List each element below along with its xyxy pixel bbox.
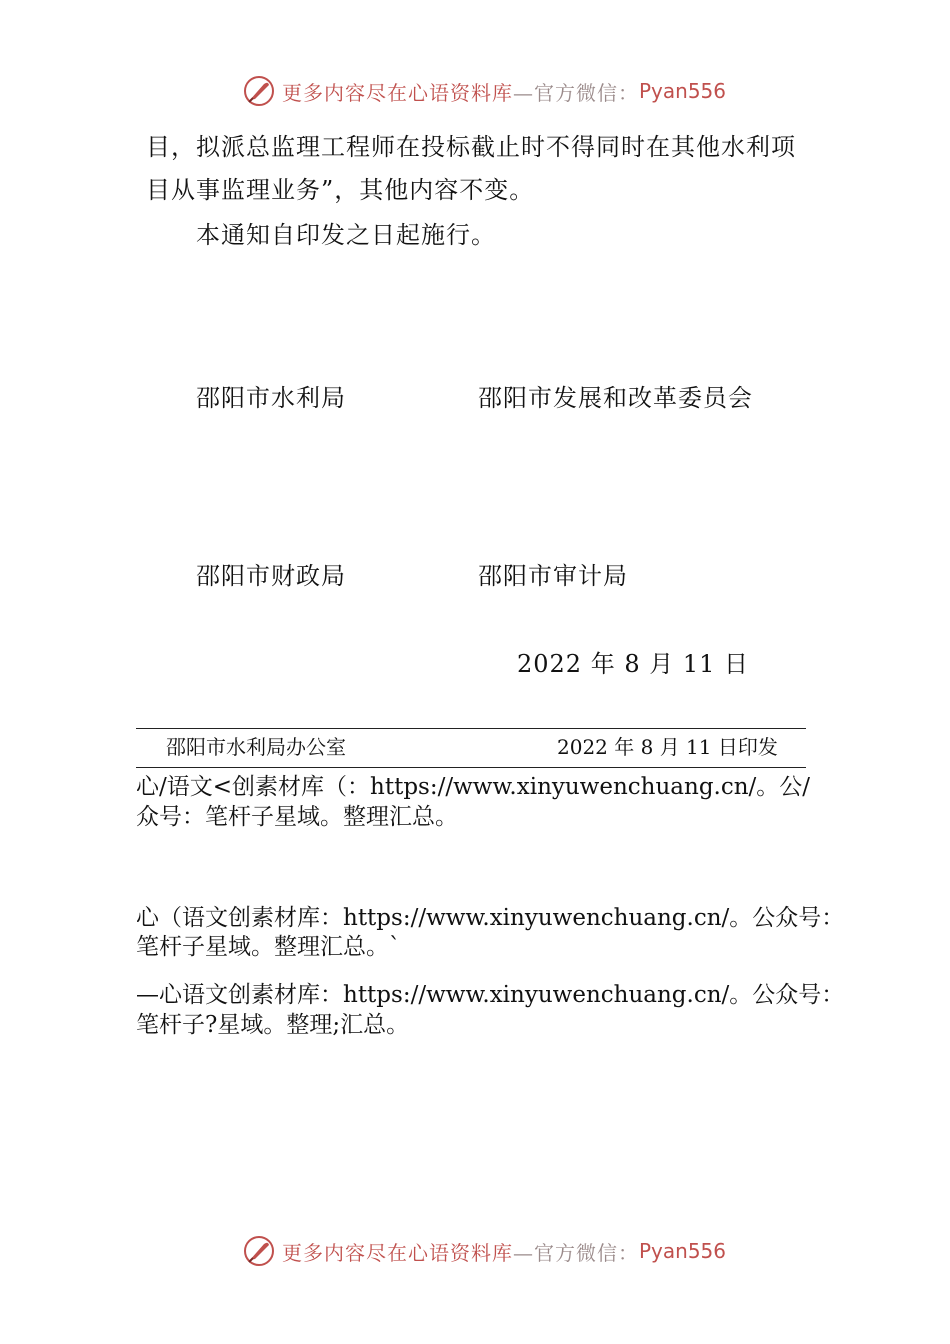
footer-office: 邵阳市水利局办公室 bbox=[166, 735, 346, 759]
signature-org-finance: 邵阳市财政局 bbox=[196, 562, 346, 590]
signature-org-audit: 邵阳市审计局 bbox=[478, 562, 628, 590]
watermark-text-wechat-label: —官方微信： bbox=[513, 80, 639, 105]
body-line-2: 目从事监理业务”，其他内容不变。 bbox=[146, 176, 535, 204]
source-note-2-line-1: 心（语文创素材库：https://www.xinyuwenchuang.cn/。公众号： bbox=[136, 905, 845, 931]
source-note-3-line-1: —心语文创素材库：https://www.xinyuwenchuang.cn/。公众号： bbox=[136, 982, 845, 1008]
signature-org-development: 邵阳市发展和改革委员会 bbox=[478, 384, 753, 412]
watermark-text-wechat-label: —官方微信： bbox=[513, 1240, 639, 1265]
quill-pen-logo-icon bbox=[242, 74, 276, 108]
watermark-text-main: 更多内容尽在心语资料库 bbox=[282, 1240, 513, 1265]
watermark-footer bbox=[242, 1234, 726, 1268]
watermark-text-wechat-id: Pyan556 bbox=[639, 79, 727, 103]
quill-pen-logo-icon bbox=[242, 1234, 276, 1268]
signature-org-water: 邵阳市水利局 bbox=[196, 384, 346, 412]
watermark-text-main: 更多内容尽在心语资料库 bbox=[282, 80, 513, 105]
source-note-2-line-2: 笔杆子星域。整理汇总。` bbox=[136, 934, 401, 960]
footer-rule-bottom bbox=[136, 767, 806, 768]
signature-date: 2022 年 8 月 11 日 bbox=[517, 650, 750, 678]
source-note-1-line-1: 心/语文<创素材库（：https://www.xinyuwenchuang.cn/。公/ bbox=[136, 774, 811, 800]
watermark-header bbox=[242, 74, 726, 108]
watermark-text-wechat-id: Pyan556 bbox=[639, 1239, 727, 1263]
source-note-1-line-2: 众号：笔杆子星域。整理汇总。 bbox=[136, 804, 458, 830]
source-note-3-line-2: 笔杆子?星域。整理;汇总。 bbox=[136, 1012, 410, 1038]
body-line-1: 目，拟派总监理工程师在投标截止时不得同时在其他水利项 bbox=[146, 133, 796, 161]
footer-issue-date: 2022 年 8 月 11 日印发 bbox=[557, 735, 778, 759]
footer-rule-top bbox=[136, 728, 806, 729]
body-line-3: 本通知自印发之日起施行。 bbox=[196, 221, 496, 249]
